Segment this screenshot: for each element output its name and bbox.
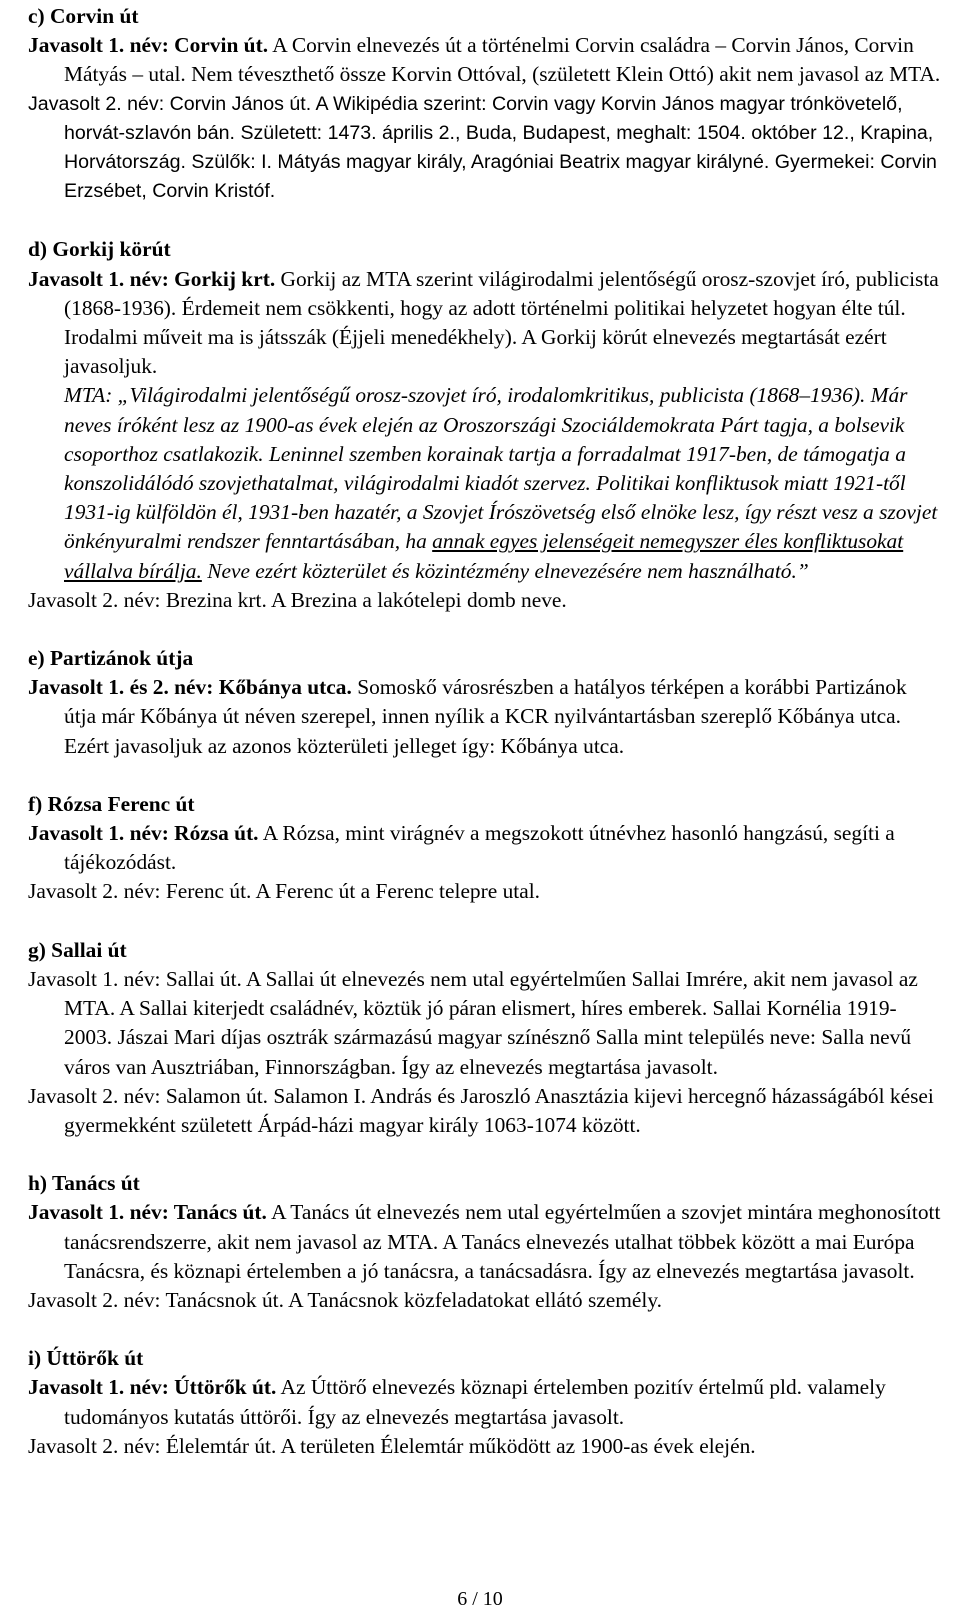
proposal-gorkij-2: Javasolt 2. név: Brezina krt. A Brezina a lakótelepi domb neve. [28, 587, 567, 612]
proposal-corvin-2 [28, 90, 942, 207]
mta-quote-underlined: annak egyes jelenségeit nemegyszer éles konfliktusokat vállalva bírálja. [64, 529, 904, 583]
proposal-text: A Corvin elnevezés út a történelmi Corvin családra – Corvin János, Corvin Mátyás – utal. Nem téveszthető össze Korvin Ottóval, (született Klein Ottó) akit nem javasol az MTA. [64, 33, 941, 87]
section-title-partizanok: e) Partizánok útja [28, 646, 194, 671]
proposal-lead: Javasolt 1. és 2. név: Kőbánya utca. [28, 675, 352, 700]
section-title-tanacs: h) Tanács út [28, 1171, 140, 1196]
proposal-uttorok-2: Javasolt 2. név: Élelemtár út. A területen Élelemtár működött az 1900-as évek elején. [28, 1433, 756, 1458]
proposal-uttorok-1 [28, 1373, 942, 1431]
proposal-text: Gorkij az MTA szerint világirodalmi jelentőségű orosz-szovjet író, publicista (1868-1936). Érdemeit nem csökkenti, hogy az adott történelmi politikai helyzetet hogyan élte túl. Irodalmi műveit ma is játsszák (Éjjeli menedékhely). A Gorkij körút elnevezés megtartását ezért javasoljuk. [64, 266, 939, 379]
proposal-lead: Javasolt 1. név: Corvin út. [28, 33, 269, 58]
proposal-tanacs-1 [28, 1198, 942, 1286]
proposal-rozsa-2: Javasolt 2. név: Ferenc út. A Ferenc út a Ferenc telepre utal. [28, 879, 541, 904]
proposal-rozsa-1 [28, 819, 942, 877]
proposal-tanacs-2: Javasolt 2. név: Tanácsnok út. A Tanácsnok közfeladatokat ellátó személy. [28, 1287, 662, 1312]
mta-quote-text: MTA: „Világirodalmi jelentőségű orosz-szovjet író, irodalomkritikus, publicista (1868–1936). Már neves íróként lesz az 1900-as évek elején az Oroszországi Szociáldemokrata Párt tagja, a bolsevik csoporthoz csatlakozik. Leninnel szemben korainak tartja a forradalmat 1917-ben, de támogatja a konszolidálódó szovjethatalmat, világirodalmi kiadót szervez. Politikai konfliktusok miatt 1921-től 1931-ig külföldön él, 1931-ben hazatér, a Szovjet Írószövetség első elnöke lesz, így részt vesz a szovjet önkényuralmi rendszer fenntartásában, ha [64, 383, 938, 554]
proposal-corvin-1 [28, 31, 942, 89]
proposal-text: Az Úttörő elnevezés köznapi értelemben pozitív értelmű pld. valamely tudományos kutatás úttörői. Így az elnevezés megtartása javasolt. [64, 1375, 886, 1429]
section-title-rozsa: f) Rózsa Ferenc út [28, 791, 195, 816]
section-title-gorkij: d) Gorkij körút [28, 237, 171, 262]
proposal-partizanok-1 [28, 673, 942, 761]
proposal-gorkij-1 [28, 265, 942, 382]
proposal-lead: Javasolt 1. név: Úttörők út. [28, 1375, 277, 1400]
proposal-text: A Rózsa, mint virágnév a megszokott útnévhez hasonló hangzású, segíti a tájékozódást. [64, 821, 895, 875]
mta-quote [28, 381, 942, 585]
proposal-sallai-2: Javasolt 2. név: Salamon út. Salamon I. András és Jaroszló Anasztázia kijevi hercegnő házasságából kései gyermekként született Árpád-házi magyar király 1063-1074 között. [28, 1083, 934, 1137]
page-number: 6 / 10 [457, 1587, 503, 1610]
mta-quote-end: Neve ezért közterület és közintézmény elnevezésére nem használható.” [201, 558, 809, 583]
proposal-lead: Javasolt 1. név: Tanács út. [28, 1200, 267, 1225]
section-title-uttorok: i) Úttörők út [28, 1346, 144, 1371]
proposal-text: Somoskő városrészben a hatályos térképen a korábbi Partizánok útja már Kőbánya út néven szerepel, innen nyílik a KCR nyilvántartásban szereplő Kőbánya utca. Ezért javasoljuk az azonos közterületi jelleget így: Kőbánya utca. [64, 675, 907, 758]
proposal-text: A Tanács út elnevezés nem utal egyértelműen a szovjet mintára meghonosított tanácsrendszerre, akit nem javasol az MTA. A Tanács elnevezés utalhat többek között a mai Európa Tanácsra, és köznapi értelemben a jó tanácsra, a tanácsadásra. Így az elnevezés megtartása javasolt. [64, 1200, 941, 1283]
proposal-lead: Javasolt 1. név: Gorkij krt. [28, 266, 276, 291]
proposal-text: A Wikipédia szerint: Corvin vagy Korvin János magyar trónkövetelő, horvát-szlavón bán. Született: 1473. április 2., Buda, Budapest, meghalt: 1504. október 12., Krapina, Horvátország. Szülők: I. Mátyás magyar király, Aragóniai Beatrix magyar királyné. Gyermekei: Corvin Erzsébet, Corvin Kristóf. [64, 92, 937, 203]
proposal-sallai-1: Javasolt 1. név: Sallai út. A Sallai út elnevezés nem utal egyértelműen Sallai Imrére, akit nem javasol az MTA. A Sallai kiterjedt családnév, köztük jó páran elismert, híres emberek. Sallai Kornélia 1919-2003. Jászai Mari díjas osztrák származású magyar színésznő Salla mint település neve: Salla nevű város van Ausztriában, Finnországban. Így az elnevezés megtartása javasolt. [28, 966, 918, 1079]
proposal-lead: Javasolt 2. név: Corvin János út. [28, 92, 312, 115]
section-title-corvin: c) Corvin út [28, 4, 139, 28]
section-title-sallai: g) Sallai út [28, 937, 127, 962]
proposal-lead: Javasolt 1. név: Rózsa út. [28, 821, 259, 846]
